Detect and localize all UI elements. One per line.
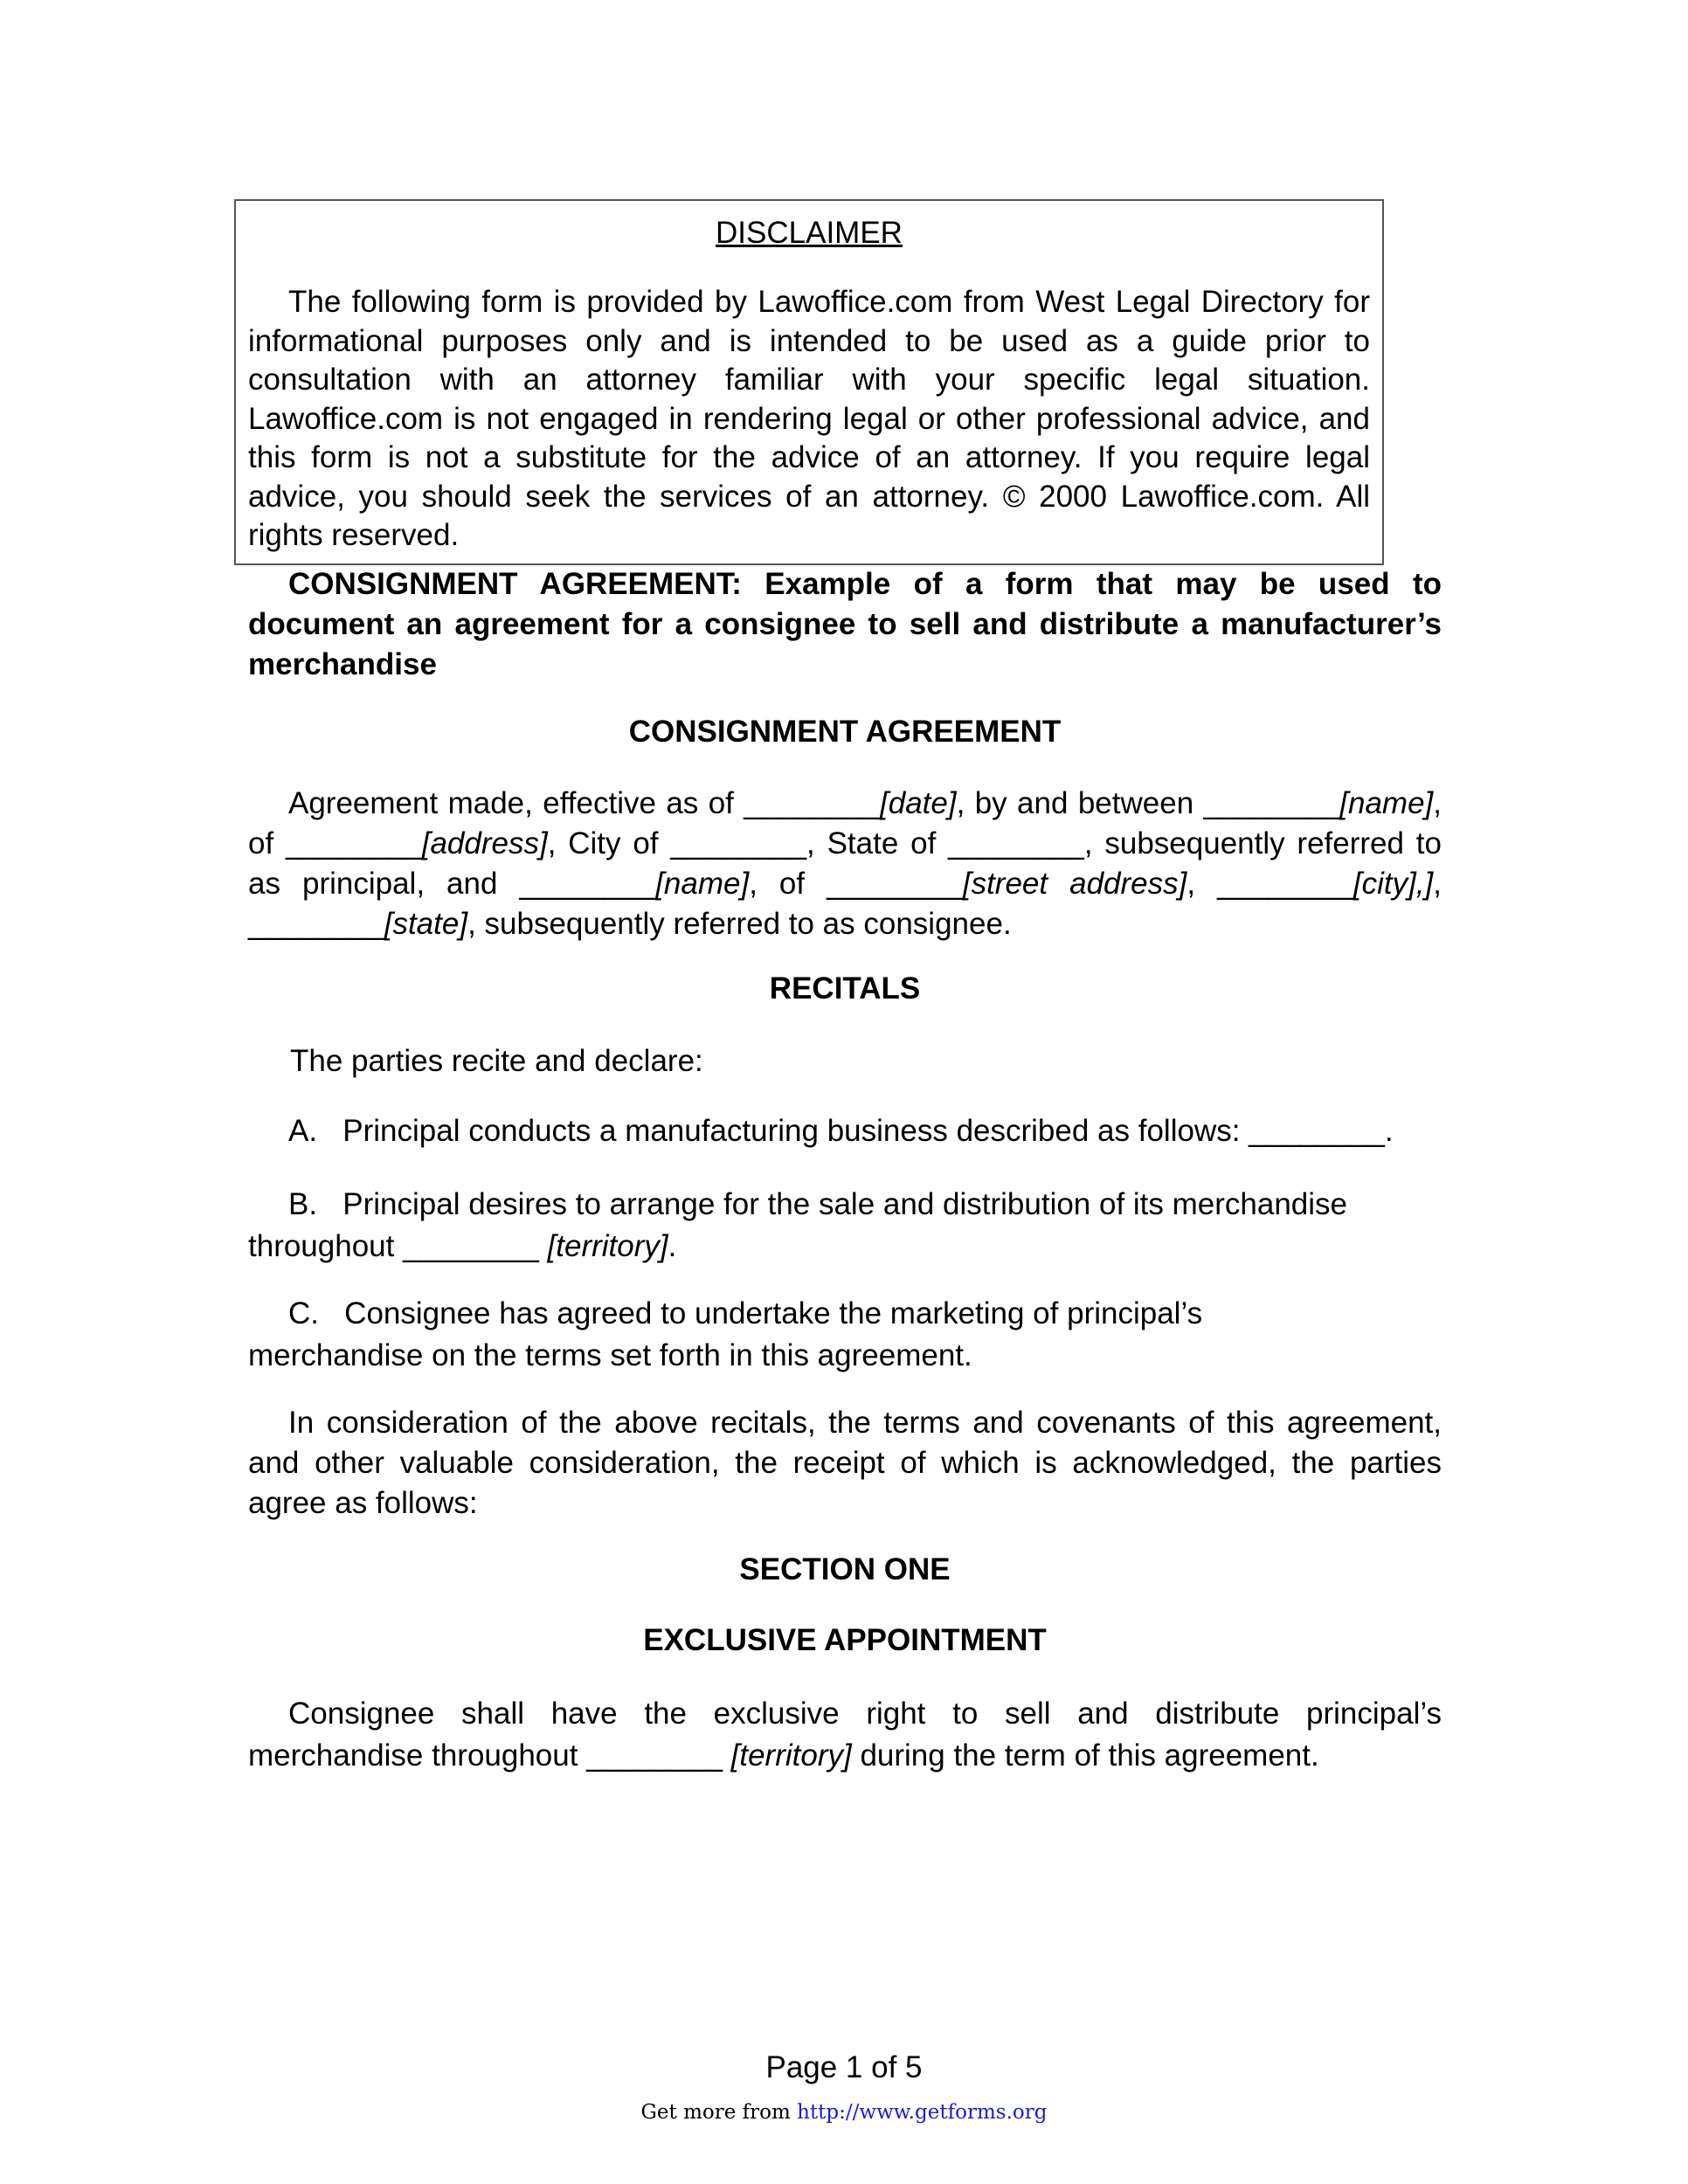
text-segment: , City of ________, State of ________, subsequently referred to as principal, and (248, 826, 1442, 901)
text-segment: , (1186, 867, 1218, 901)
placeholder-text: [name] (655, 867, 750, 901)
text-segment: ________ (827, 867, 963, 901)
text-segment: ________ (286, 826, 422, 860)
intro-paragraph (248, 784, 1442, 944)
placeholder-text: [territory] (730, 1738, 852, 1773)
text-segment: during the term of this agreement. (851, 1738, 1319, 1773)
get-more-footer (0, 2098, 1688, 2126)
text-segment: C. Consignee has agreed to undertake the marketing of principal’s merchandise on the terms set forth in this agreement. (248, 1296, 1211, 1372)
text-segment: . (668, 1229, 677, 1263)
getforms-link[interactable]: http://www.getforms.org (797, 2101, 1048, 2124)
agreement-title: CONSIGNMENT AGREEMENT (628, 715, 1062, 749)
placeholder-text: [date] (880, 786, 957, 820)
get-more-label: Get more from (640, 2101, 798, 2124)
text-segment: B. Principal desires to arrange for the sale and distribution of its merchandise throughout ________ (248, 1187, 1356, 1263)
text-segment: , of (248, 786, 1442, 860)
placeholder-text: [territory] (547, 1229, 668, 1263)
text-segment: A. Principal conducts a manufacturing business described as follows: ________. (288, 1114, 1394, 1148)
form-heading: CONSIGNMENT AGREEMENT: Example of a form that may be used to document an agreement for a consignee to sell and distribute a manufacturer’s merchandise (248, 567, 1442, 681)
recitals-intro: The parties recite and declare: (290, 1044, 703, 1078)
text-segment: Consignee shall have the exclusive right to sell and distribute principal’s merchandise throughout ________ (248, 1697, 1442, 1773)
text-segment: ________ (248, 907, 384, 941)
recital-b (248, 1184, 1442, 1268)
text-segment: , of (749, 867, 827, 901)
section-one-heading: SECTION ONE (739, 1552, 951, 1586)
text-segment: , (1433, 867, 1442, 901)
recital-a (248, 1111, 1442, 1151)
section-one-title: EXCLUSIVE APPOINTMENT (643, 1623, 1047, 1657)
text-segment: , by and between (956, 786, 1204, 820)
placeholder-text: [name] (1339, 786, 1434, 820)
text-segment: Agreement made, effective as of (288, 786, 744, 820)
consideration-paragraph: In consideration of the above recitals, the terms and covenants of this agreement, and other valuable consideration, the receipt of which is acknowledged, the parties agree as follows: (248, 1406, 1442, 1520)
text-segment: ________ (744, 786, 881, 820)
disclaimer-text: The following form is provided by Lawoffice.com from West Legal Directory for informational purposes only and is intended to be used as a guide prior to consultation with an attorney familiar with your specific legal situation. Lawoffice.com is not engaged in rendering legal or other professional advice, and this form is not a substitute for the advice of an attorney. If you require legal advice, you should seek the services of an attorney. © 2000 Lawoffice.com. All rights reserved. (248, 285, 1370, 552)
text-segment: , subsequently referred to as consignee. (467, 907, 1012, 941)
recitals-heading: RECITALS (769, 971, 921, 1006)
text-segment: ________ (1203, 786, 1340, 820)
text-segment: ________ (1217, 867, 1353, 901)
recital-c (248, 1293, 1297, 1377)
section-one-text (248, 1693, 1442, 1777)
placeholder-text: [address] (421, 826, 548, 860)
placeholder-text: [street address] (962, 867, 1187, 901)
placeholder-text: [city],] (1352, 867, 1434, 901)
placeholder-text: [state] (384, 907, 468, 941)
page-number: Page 1 of 5 (765, 2050, 923, 2084)
disclaimer-title: DISCLAIMER (716, 216, 903, 250)
text-segment: ________ (519, 867, 656, 901)
